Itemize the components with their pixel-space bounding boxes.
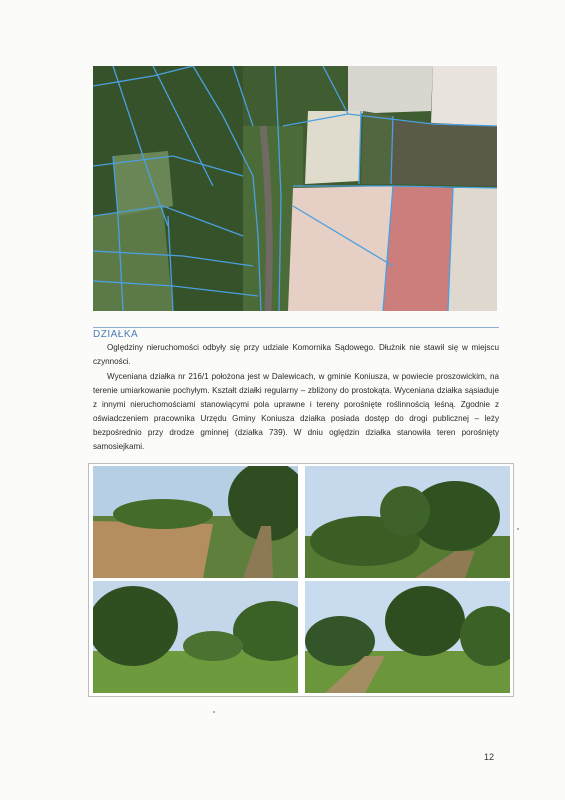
page-number: 12 [484,752,495,762]
photo-field-path [93,466,298,578]
section-divider [93,327,499,328]
scan-mark [213,711,215,713]
photo-overgrown-track [305,581,510,693]
photo-meadow [93,581,298,693]
paragraph-description: Wyceniana działka nr 216/1 położona jest w Dalewicach, w gminie Koniusza, w powiecie proszowickim, na terenie umiarkowanie pochyłym. Kształt działki regularny – zbliżony do prostokąta. Wyceniana działka sąsiaduje z innymi nieruchomościami stanowiącymi pola uprawne i tereny porośnięte roślinnością leśną. Zgodnie z oświadczeniem pracownika Urzędu Gminy Koniusza działka posiada dostęp do drogi publicznej – leży bezpośrednio przy drodze gminnej (działka 739). W dniu oględzin działka stanowiła teren porośnięty samosiejkami. [93,372,499,451]
photo-grid [88,463,514,697]
paragraph-inspection: Oględziny nieruchomości odbyły się przy udziale Komornika Sądowego. Dłużnik nie stawił się w miejscu czynności. [93,343,499,366]
section-title: DZIAŁKA [93,329,139,340]
cadastral-map-image [93,66,497,311]
scan-mark [517,528,519,530]
photo-bushes [305,466,510,578]
